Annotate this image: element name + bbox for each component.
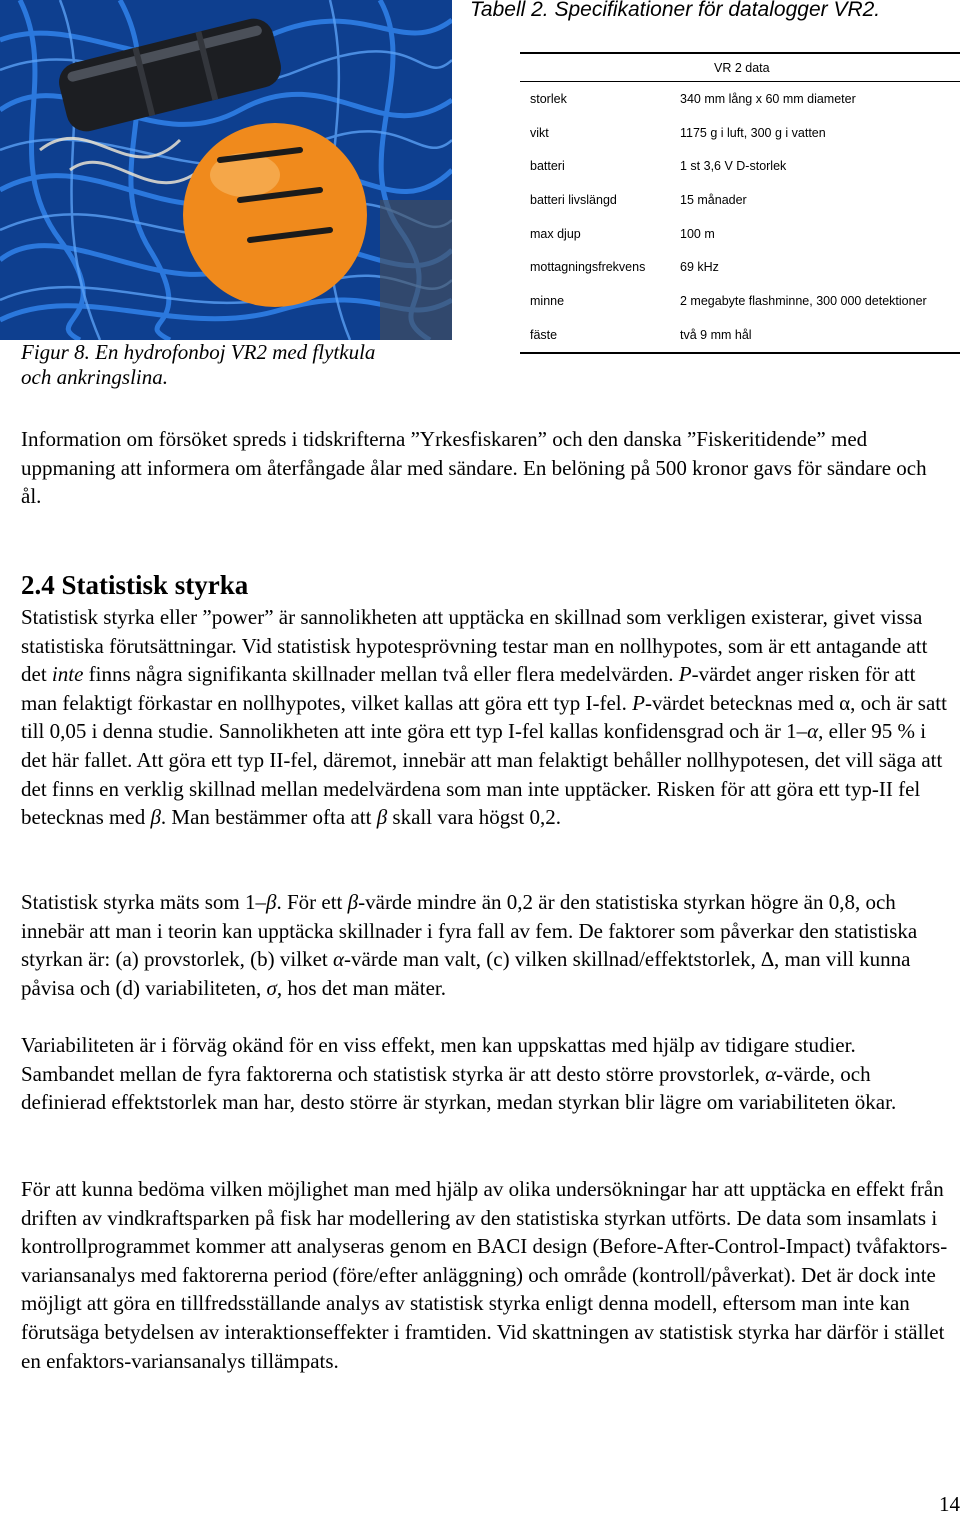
table-value: 15 månader	[680, 192, 747, 207]
table-row	[520, 250, 960, 284]
table-header: VR 2 data	[520, 53, 960, 82]
table-value: 100 m	[680, 226, 715, 241]
figure-caption-line2: och ankringslina.	[21, 365, 168, 389]
table-value: 340 mm lång x 60 mm diameter	[680, 91, 856, 106]
hydrophone-buoy-image	[0, 0, 452, 340]
table-key: minne	[530, 293, 565, 308]
table-row	[520, 183, 960, 217]
figure-photo	[0, 0, 452, 340]
section-heading: 2.4 Statistisk styrka	[21, 570, 249, 600]
figure-caption-line1: Figur 8. En hydrofonboj VR2 med flytkula	[21, 340, 376, 364]
paragraph-variability: Variabiliteten är i förväg okänd för en viss effekt, men kan uppskattas med hjälp av tidigare studier. Sambandet mellan de fyra faktorerna och statistisk styrka är att desto större provstorlek, α-värde, och definierad effektstorlek man har, desto större är styrkan, medan styrkan blir lägre om variabiliteten ökar.	[21, 1033, 897, 1115]
figure-caption	[21, 340, 461, 390]
table-key: mottagningsfrekvens	[530, 260, 646, 275]
table-row	[520, 217, 960, 251]
page-number: 14	[939, 1492, 960, 1516]
table-row	[520, 318, 960, 353]
table-key: max djup	[530, 226, 581, 241]
paragraph-power-definition: Statistisk styrka eller ”power” är sannolikheten att upptäcka en skillnad som verkligen existerar, givet vissa statistiska förutsättningar. Vid statistisk hypotesprövning testar man en nollhypotes, som är ett antagande att det inte finns några signifikanta skillnader mellan två eller flera medelvärden. P-värdet anger risken för att man felaktigt förkastar en nollhypotes, vilket kallas att göra ett typ I-fel. P-värdet betecknas med α, och är satt till 0,05 i denna studie. Sannolikheten att inte göra ett typ I-fel kallas konfidensgrad och är 1–α, eller 95 % i det här fallet. Att göra ett typ II-fel, däremot, innebär att man felaktigt behåller nollhypotesen, det vill säga att det finns en verklig skillnad mellan medelvärdena som man inte upptäcker. Risken för att göra ett typ-II fel betecknas med β. Man bestämmer ofta att β skall vara högst 0,2.	[21, 605, 947, 830]
table-key: fäste	[530, 327, 558, 342]
spec-table	[520, 52, 960, 354]
table-value: 2 megabyte flashminne, 300 000 detektioner	[680, 293, 927, 308]
table-key: batteri	[530, 159, 565, 174]
paragraph-modelling: För att kunna bedöma vilken möjlighet man med hjälp av olika undersökningar har att upptäcka en effekt från driften av vindkraftsparken på fisk har modellering av den statistiska styrkan utförts. De data som insamlats i kontrollprogrammet kommer att analyseras genom en BACI design (Before-After-Control-Impact) tvåfaktors-variansanalys med faktorerna period (före/efter anläggning) och område (kontroll/påverkat). Det är dock inte möjligt att göra en tillfredsställande analys av statistisk styrka enligt denna modell, eftersom man inte kan förutsäga betydelsen av interaktionseffekter i framtiden. Vid skattningen av statistisk styrka har därför i stället en enfaktors-variansanalys tillämpats.	[21, 1177, 948, 1373]
table-key: vikt	[530, 125, 549, 140]
orange-float	[183, 123, 367, 307]
table-row	[520, 149, 960, 183]
table-value: 1175 g i luft, 300 g i vatten	[680, 125, 826, 140]
table-key: storlek	[530, 91, 567, 106]
table-row	[520, 82, 960, 116]
table-value: 69 kHz	[680, 260, 719, 275]
table-value: 1 st 3,6 V D-storlek	[680, 159, 787, 174]
intro-paragraph: Information om försöket spreds i tidskrifterna ”Yrkesfiskaren” och den danska ”Fiskeritidende” med uppmaning att informera om återfångade ålar med sändare. En belöning på 500 kronor gavs för sändare och ål.	[21, 427, 927, 509]
table-row	[520, 116, 960, 150]
table-caption: Tabell 2. Specifikationer för datalogger VR2.	[470, 0, 881, 21]
paragraph-power-measure: Statistisk styrka mäts som 1–β. För ett β-värde mindre än 0,2 är den statistiska styrkan högre än 0,8, och innebär att man i teorin kan upptäcka skillnader i fyra fall av fem. De faktorer som påverkar den statistiska styrkan är: (a) provstorlek, (b) vilket α-värde man valt, (c) vilken skillnad/effektstorlek, ∆, man vill kunna påvisa och (d) variabiliteten, σ, hos det man mäter.	[21, 890, 918, 1000]
table-key: batteri livslängd	[530, 192, 617, 207]
table-row	[520, 284, 960, 318]
table-header-row	[520, 53, 960, 82]
table-value: två 9 mm hål	[680, 327, 752, 342]
